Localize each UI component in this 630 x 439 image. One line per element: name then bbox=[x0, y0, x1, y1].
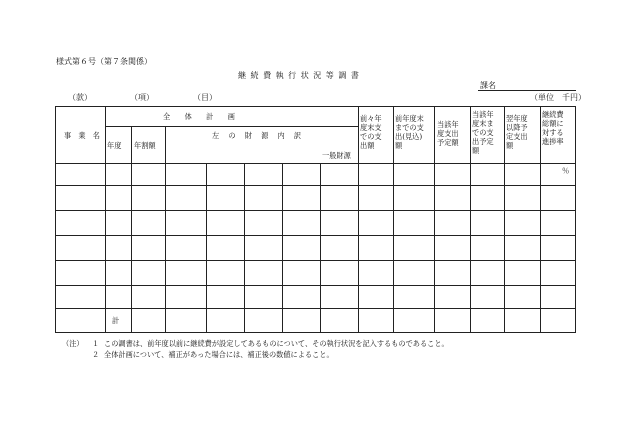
notes-prefix: （注） bbox=[62, 339, 84, 348]
header-shinchoku-col: 継続費 総額に 対する 進捗率 bbox=[542, 110, 564, 146]
col-line bbox=[470, 106, 471, 333]
col-line bbox=[434, 106, 435, 333]
header-tougai-matsu-col: 当該年 度末ま での支 出予定 額 bbox=[472, 110, 494, 155]
header-tougai-col: 当該年 度支出 予定額 bbox=[437, 120, 459, 147]
section-label: 課名 bbox=[480, 81, 496, 90]
unit-label: （単位 千円） bbox=[530, 93, 586, 102]
row-line bbox=[105, 126, 358, 127]
col-line bbox=[206, 163, 207, 333]
note-number: １ bbox=[92, 339, 100, 348]
note-text: 全体計画について、補正があった場合には、補正後の数値によること。 bbox=[104, 350, 334, 359]
note-number: ２ bbox=[92, 350, 100, 359]
header-bottom-line bbox=[55, 163, 576, 164]
col-line bbox=[165, 126, 166, 333]
header-zennendo-col: 前年度末 までの支 出(見込) 額 bbox=[395, 114, 424, 150]
header-nendo: 年度 bbox=[107, 141, 122, 150]
col-line bbox=[320, 163, 321, 333]
row-line bbox=[55, 308, 576, 309]
row-line bbox=[55, 235, 576, 236]
row-line bbox=[55, 210, 576, 211]
header-zentai: 全 体 計 画 bbox=[163, 112, 235, 121]
kan-label: （款） bbox=[68, 93, 92, 102]
form-title: 継 続 費 執 行 状 況 等 調 書 bbox=[238, 71, 360, 80]
col-line bbox=[131, 126, 132, 333]
header-ippan: 一般財源 bbox=[322, 151, 351, 160]
row-line bbox=[55, 260, 576, 261]
note-text: この調書は、前年度以前に継続費が設定してあるものについて、その執行状況を記入するものであること。 bbox=[104, 339, 449, 348]
moku-label: （目） bbox=[193, 93, 217, 102]
form-number: 様式第６号（第７条関係） bbox=[56, 57, 152, 66]
col-line bbox=[358, 106, 359, 333]
col-line bbox=[504, 106, 505, 333]
header-zaigen: 左 の 財 源 内 訳 bbox=[212, 131, 303, 140]
kou-label: （項） bbox=[130, 93, 154, 102]
col-line bbox=[540, 106, 541, 333]
header-yokunen-col: 翌年度 以降予 定支出 額 bbox=[506, 114, 528, 150]
percent-symbol: ％ bbox=[562, 166, 570, 175]
header-zenzen-col: 前々年 度末支 での支 出額 bbox=[360, 114, 382, 150]
col-line bbox=[105, 106, 106, 333]
section-underline bbox=[478, 90, 576, 91]
total-label: 計 bbox=[112, 316, 120, 325]
row-line bbox=[55, 185, 576, 186]
row-line bbox=[55, 285, 576, 286]
header-nenwari: 年割額 bbox=[134, 141, 156, 150]
header-jigyou: 事 業 名 bbox=[64, 131, 100, 140]
col-line bbox=[282, 163, 283, 333]
col-line bbox=[393, 106, 394, 333]
col-line bbox=[244, 163, 245, 333]
